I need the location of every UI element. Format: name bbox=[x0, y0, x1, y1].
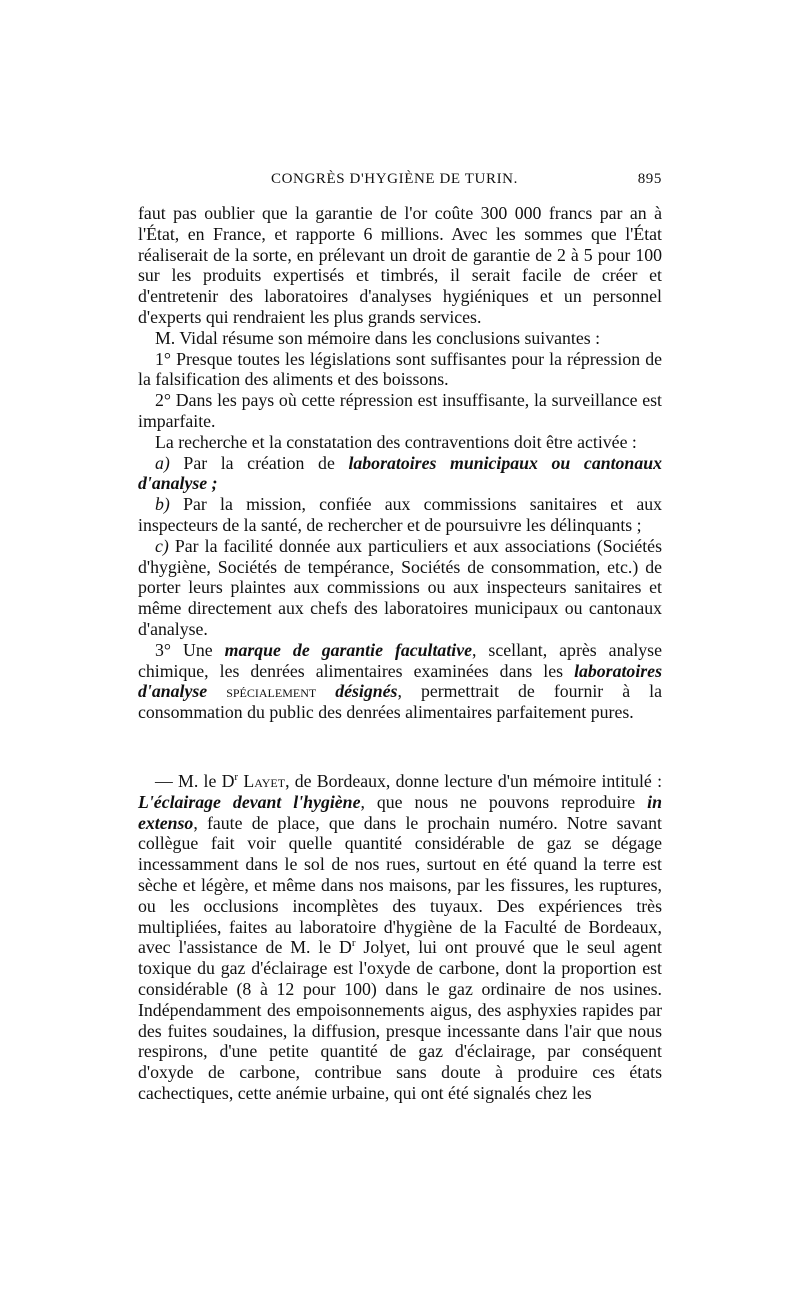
layet-text-4: , faute de place, que dans le prochain numéro. Notre savant collègue fait voir quelle quantité considérable de gaz se dégage incessamment dans le sol de nos rues, surtout en été quand la terre est sèche et légère, et même dans nos maisons, par les fissures, les ruptures, ou les occlusions incomplètes des tuyaux. Des expériences très multipliées, faites au laboratoire d'hygiène de la Faculté de Bordeaux, avec l'assistance de M. le D bbox=[138, 812, 662, 958]
item-a-text: Par la création de bbox=[169, 452, 349, 473]
c3-italic-1: marque de garantie facultative bbox=[224, 639, 472, 660]
item-a-italic: laboratoires municipaux ou cantonaux d'analyse ; bbox=[138, 452, 662, 494]
item-a bbox=[138, 453, 662, 495]
paragraph-layet bbox=[138, 771, 662, 1104]
item-c-marker: c) bbox=[155, 535, 169, 556]
item-c bbox=[138, 536, 662, 640]
layet-text-1: — M. le D bbox=[155, 771, 235, 791]
layet-italic-2: in extenso bbox=[138, 791, 662, 833]
c3-italic-3: désignés bbox=[335, 681, 398, 702]
layet-text-5: Jolyet, lui ont prouvé que le seul agent toxique du gaz d'éclairage est l'oxyde de carbone, dont la proportion est considérable (8 à 12 pour 100) dans le gaz ordinaire de nos usines. Indépendamment des empoisonnements aigus, des asphyxies rapides par des fuites soudaines, la diffusion, presque incessante dans l'air que nous respirons, d'une petite quantité de gaz d'éclairage, par conséquent d'oxyde de carbone, contribue sans doute à produire ces états cachectiques, cette anémie urbaine, qui ont été signalés chez les bbox=[138, 937, 662, 1103]
page-number: 895 bbox=[637, 171, 662, 187]
c3-smallcaps: spécialement bbox=[207, 681, 336, 702]
item-c-text: Par la facilité donnée aux particuliers et aux associations (Sociétés d'hygiène, Sociétés de tempérance, Sociétés de consommation, etc.) de porter leurs plaintes aux commissions ou aux inspecteurs sanitaires et même directement aux chefs des laboratoires municipaux ou cantonaux d'analyse. bbox=[138, 535, 662, 639]
conclusions-section bbox=[138, 203, 662, 723]
conclusion-2: 2° Dans les pays où cette répression est insuffisante, la surveillance est imparfaite. bbox=[138, 390, 662, 431]
layet-italic-1: L'éclairage devant l'hygiène bbox=[138, 791, 361, 812]
layet-section bbox=[138, 771, 662, 1104]
layet-text-3: , que nous ne pouvons reproduire bbox=[360, 791, 648, 812]
running-title: CONGRÈS D'HYGIÈNE DE TURIN. bbox=[271, 171, 518, 187]
c3-text-1: 3° Une bbox=[155, 639, 225, 660]
running-header bbox=[138, 171, 662, 195]
layet-author: Layet bbox=[238, 771, 286, 791]
item-b-marker: b) bbox=[155, 494, 170, 515]
layet-sup-1: r bbox=[234, 771, 239, 784]
item-a-marker: a) bbox=[155, 452, 170, 473]
conclusion-1: 1° Presque toutes les législations sont suffisantes pour la répression de la falsification des aliments et des boissons. bbox=[138, 348, 662, 390]
c3-text-3: , permettrait de fournir à la consommation du public des denrées alimentaires parfaitement pures. bbox=[138, 681, 662, 723]
paragraph-garantie: faut pas oublier que la garantie de l'or coûte 300 000 francs par an à l'État, en France, et rapporte 6 millions. Avec les sommes que l'État réaliserait de la sorte, en prélevant un droit de garantie de 2 à 5 pour 100 sur les produits expertisés et timbrés, il serait facile de créer et d'entretenir des laboratoires d'analyses hygiéniques et un personnel d'experts qui rendraient les plus grands services. bbox=[138, 203, 662, 327]
conclusion-3 bbox=[138, 640, 662, 723]
item-b bbox=[138, 494, 662, 536]
c3-italic-2: laboratoires d'analyse bbox=[138, 660, 662, 702]
item-b-text: Par la mission, confiée aux commissions sanitaires et aux inspecteurs de la santé, de rechercher et de poursuivre les délinquants ; bbox=[138, 494, 662, 535]
paragraph-recherche: La recherche et la constatation des contraventions doit être activée : bbox=[155, 431, 637, 452]
paragraph-vidal-intro: M. Vidal résume son mémoire dans les conclusions suivantes : bbox=[155, 327, 601, 348]
layet-text-2: , de Bordeaux, donne lecture d'un mémoire intitulé : bbox=[285, 771, 663, 791]
c3-text-2: , scellant, après analyse chimique, les denrées alimentaires examinées dans les bbox=[138, 639, 662, 681]
layet-sup-2: r bbox=[351, 937, 356, 950]
